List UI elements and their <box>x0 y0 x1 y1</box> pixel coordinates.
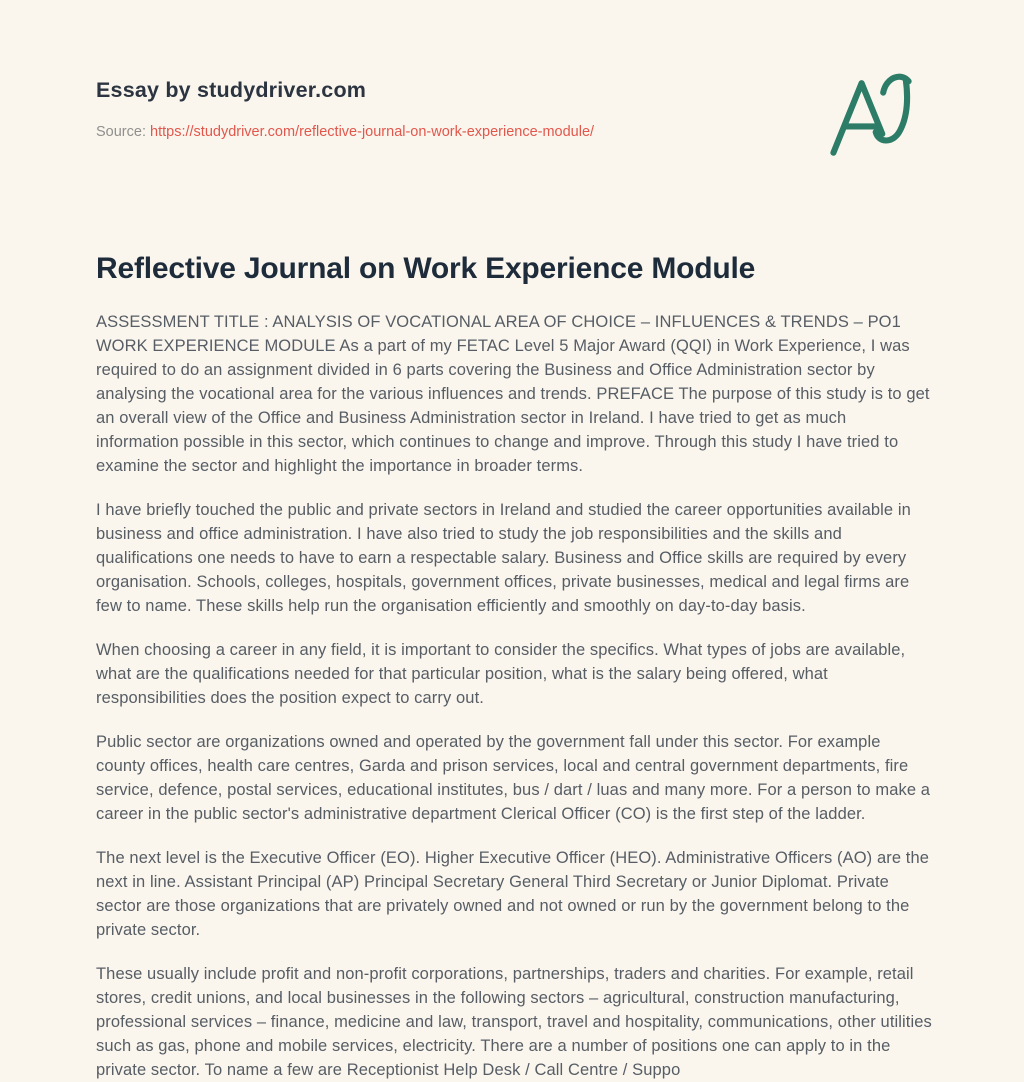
source-line <box>96 124 594 140</box>
essay-paragraph-6: These usually include profit and non-profit corporations, partnerships, traders and charities. For example, retail stores, credit unions, and local businesses in the following sectors – agricultural, construction manufacturing, professional services – finance, medicine and law, transport, travel and hospitality, communications, other utilities such as gas, phone and mobile services, electricity. There are a number of positions one can apply to in the private sector. To name a few are Receptionist Help Desk / Call Centre / Suppo <box>96 965 932 1079</box>
essay-paragraph-3: When choosing a career in any field, it is important to consider the specifics. What types of jobs are available, what are the qualifications needed for that particular position, what is the salary being offered, what responsibilities does the position expect to carry out. <box>96 641 906 707</box>
studydriver-logo-icon <box>824 70 918 164</box>
essay-paragraph-4: Public sector are organizations owned and operated by the government fall under this sector. For example county offices, health care centres, Garda and prison services, local and central government departments, fire service, defence, postal services, educational institutes, bus / dart / luas and many more. For a person to make a career in the public sector's administrative department Clerical Officer (CO) is the first step of the ladder. <box>96 733 931 823</box>
essay-paragraph-2: I have briefly touched the public and private sectors in Ireland and studied the career opportunities available in business and office administration. I have also tried to study the job responsibilities and the skills and qualifications one needs to have to earn a respectable salary. Business and Office skills are required by every organisation. Schools, colleges, hospitals, government offices, private businesses, medical and legal firms are few to name. These skills help run the organisation efficiently and smoothly on day-to-day basis. <box>96 501 911 615</box>
essay-paragraph-5: The next level is the Executive Officer (EO). Higher Executive Officer (HEO). Administrative Officers (AO) are the next in line. Assistant Principal (AP) Principal Secretary General Third Secretary or Junior Diplomat. Private sector are those organizations that are privately owned and not owned or run by the government belong to the private sector. <box>96 849 930 939</box>
essay-body <box>96 310 932 1082</box>
byline: Essay by studydriver.com <box>96 78 367 102</box>
source-link[interactable]: https://studydriver.com/reflective-journal-on-work-experience-module/ <box>150 124 595 140</box>
essay-paragraph-1: ASSESSMENT TITLE : ANALYSIS OF VOCATIONAL AREA OF CHOICE – INFLUENCES & TRENDS – PO1 WORK EXPERIENCE MODULE As a part of my FETAC Level 5 Major Award (QQI) in Work Experience, I was required to do an assignment divided in 6 parts covering the Business and Office Administration sector by analysing the vocational area for the various influences and trends. PREFACE The purpose of this study is to get an overall view of the Office and Business Administration sector in Ireland. I have tried to get as much information possible in this sector, which continues to change and improve. Through this study I have tried to examine the sector and highlight the importance in broader terms. <box>96 313 930 475</box>
essay-title: Reflective Journal on Work Experience Module <box>96 252 756 285</box>
source-label: Source: <box>96 124 146 140</box>
